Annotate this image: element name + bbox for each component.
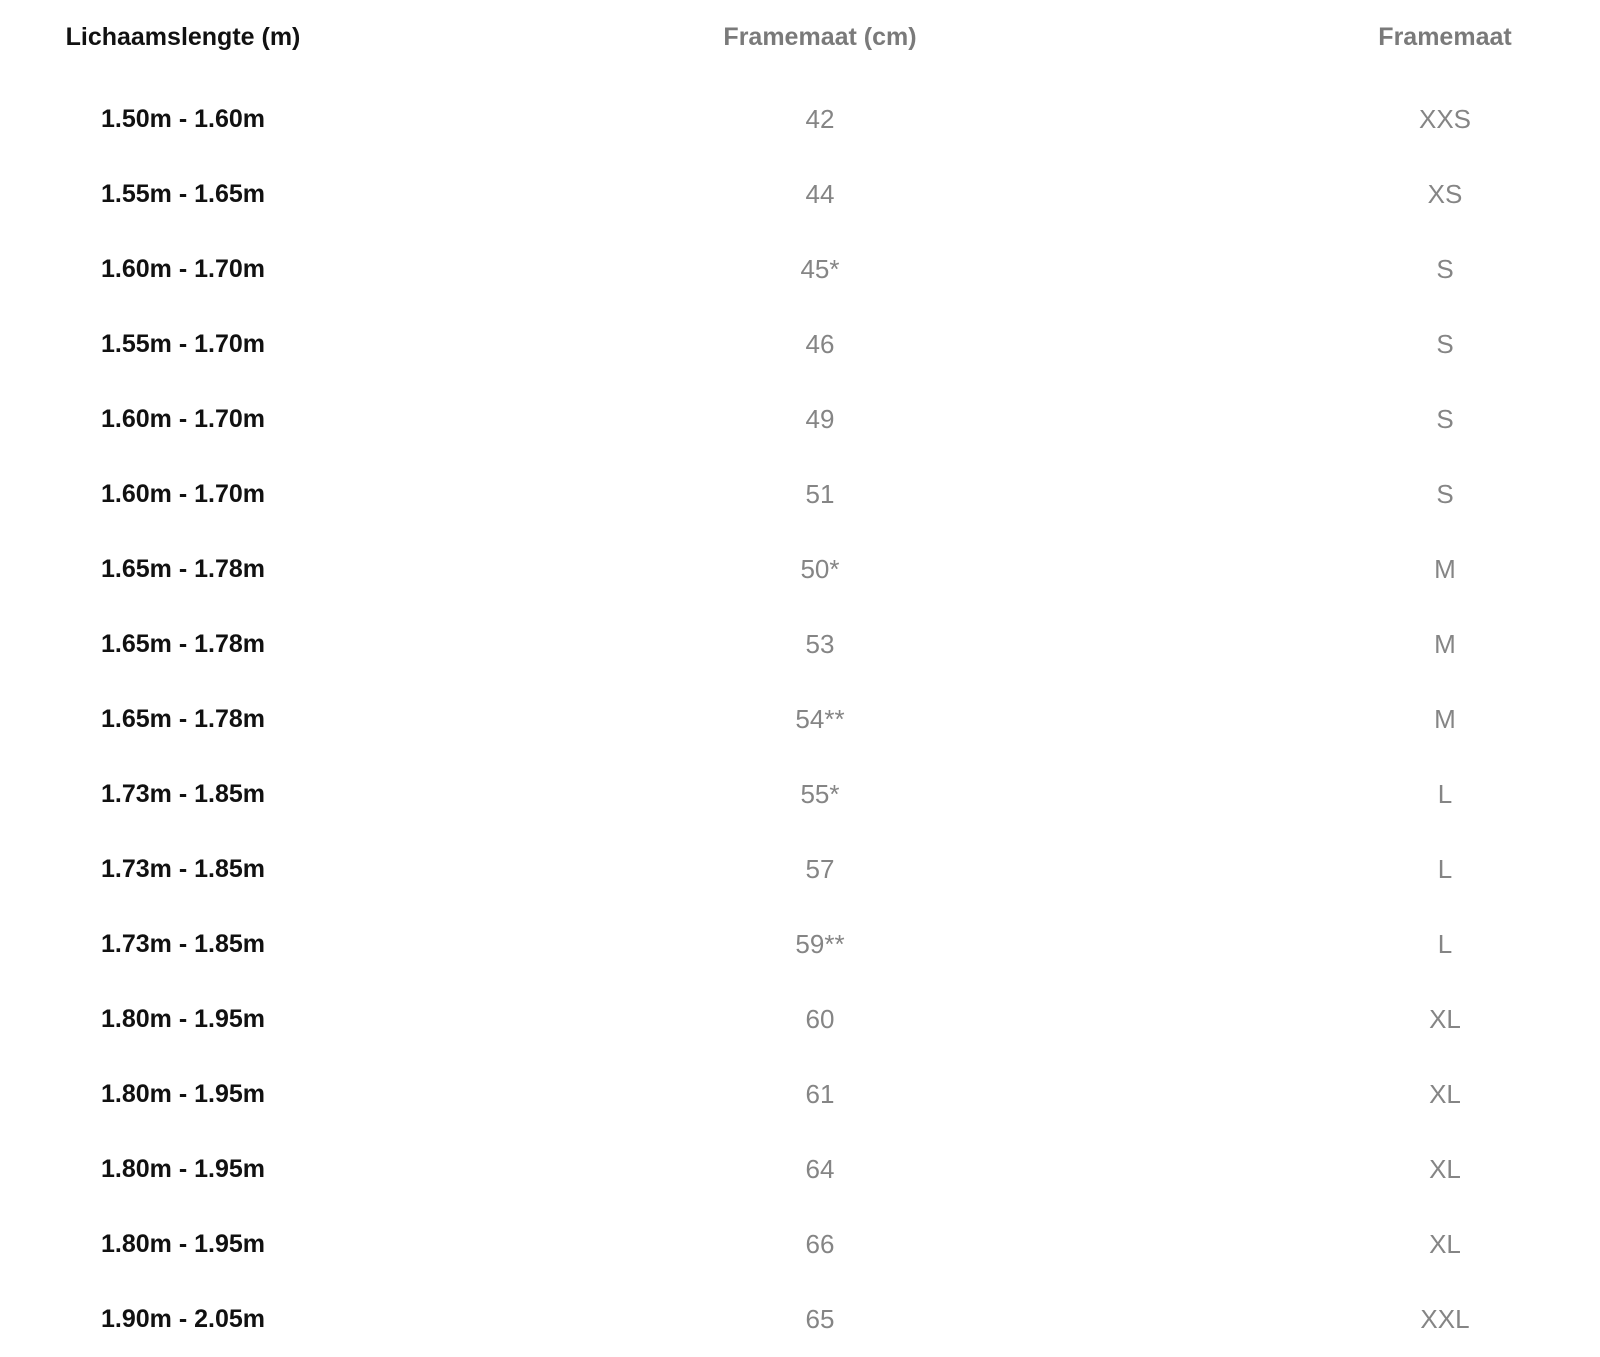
body-height-cell: 1.65m - 1.78m bbox=[101, 705, 265, 733]
frame-size-cell: L bbox=[1437, 779, 1453, 809]
table-row bbox=[0, 1057, 1600, 1132]
frame-size-cell: L bbox=[1437, 854, 1453, 884]
table-row bbox=[0, 1282, 1600, 1357]
table-row bbox=[0, 907, 1600, 982]
frame-size-cm-cell: 59** bbox=[795, 929, 845, 959]
header-body-height: Lichaamslengte (m) bbox=[65, 22, 301, 51]
table-row bbox=[0, 232, 1600, 307]
body-height-cell: 1.60m - 1.70m bbox=[101, 255, 265, 283]
table-row bbox=[0, 1207, 1600, 1282]
frame-size-cell: XL bbox=[1429, 1229, 1461, 1259]
frame-size-cell: XXS bbox=[1418, 104, 1472, 134]
frame-size-cm-cell: 53 bbox=[805, 629, 835, 659]
frame-size-cm-cell: 55* bbox=[800, 779, 840, 809]
frame-size-cm-cell: 65 bbox=[805, 1304, 835, 1334]
body-height-cell: 1.60m - 1.70m bbox=[101, 480, 265, 508]
table-row bbox=[0, 307, 1600, 382]
body-height-cell: 1.65m - 1.78m bbox=[101, 630, 265, 658]
table-row bbox=[0, 607, 1600, 682]
body-height-cell: 1.80m - 1.95m bbox=[101, 1155, 265, 1183]
frame-size-cell: S bbox=[1436, 329, 1454, 359]
body-height-cell: 1.50m - 1.60m bbox=[101, 105, 265, 133]
header-frame-size: Framemaat bbox=[1378, 22, 1512, 51]
frame-size-cell: XL bbox=[1429, 1079, 1461, 1109]
frame-size-cell: XXL bbox=[1420, 1304, 1470, 1334]
body-height-cell: 1.60m - 1.70m bbox=[101, 405, 265, 433]
frame-size-cm-cell: 54** bbox=[795, 704, 845, 734]
frame-size-cm-cell: 64 bbox=[805, 1154, 835, 1184]
header-frame-size-cm: Framemaat (cm) bbox=[723, 22, 917, 51]
frame-size-cm-cell: 45* bbox=[800, 254, 840, 284]
body-height-cell: 1.73m - 1.85m bbox=[101, 930, 265, 958]
body-height-cell: 1.55m - 1.70m bbox=[101, 330, 265, 358]
frame-size-cm-cell: 49 bbox=[805, 404, 835, 434]
frame-size-cell: S bbox=[1436, 479, 1454, 509]
table-row bbox=[0, 457, 1600, 532]
table-row bbox=[0, 532, 1600, 607]
table-row bbox=[0, 832, 1600, 907]
frame-size-cm-cell: 51 bbox=[805, 479, 835, 509]
frame-size-cell: XL bbox=[1429, 1004, 1461, 1034]
frame-size-cell: S bbox=[1436, 254, 1454, 284]
frame-size-cell: S bbox=[1436, 404, 1454, 434]
body-height-cell: 1.65m - 1.78m bbox=[101, 555, 265, 583]
table-row bbox=[0, 982, 1600, 1057]
table-row bbox=[0, 1132, 1600, 1207]
frame-size-cm-cell: 61 bbox=[805, 1079, 835, 1109]
frame-size-cell: M bbox=[1434, 629, 1456, 659]
frame-size-cm-cell: 57 bbox=[805, 854, 835, 884]
table-body bbox=[0, 82, 1600, 1357]
table-row bbox=[0, 382, 1600, 457]
body-height-cell: 1.80m - 1.95m bbox=[101, 1230, 265, 1258]
body-height-cell: 1.73m - 1.85m bbox=[101, 780, 265, 808]
frame-size-cell: XL bbox=[1429, 1154, 1461, 1184]
table-row bbox=[0, 157, 1600, 232]
body-height-cell: 1.73m - 1.85m bbox=[101, 855, 265, 883]
frame-size-cell: L bbox=[1437, 929, 1453, 959]
frame-size-cm-cell: 50* bbox=[800, 554, 840, 584]
body-height-cell: 1.55m - 1.65m bbox=[101, 180, 265, 208]
table-row bbox=[0, 682, 1600, 757]
frame-size-cm-cell: 60 bbox=[805, 1004, 835, 1034]
frame-size-cm-cell: 42 bbox=[805, 104, 835, 134]
frame-size-cell: XS bbox=[1427, 179, 1463, 209]
table-row bbox=[0, 757, 1600, 832]
frame-size-cm-cell: 44 bbox=[805, 179, 835, 209]
frame-size-cell: M bbox=[1434, 554, 1456, 584]
header-row bbox=[0, 0, 1600, 82]
frame-size-cm-cell: 66 bbox=[805, 1229, 835, 1259]
body-height-cell: 1.80m - 1.95m bbox=[101, 1080, 265, 1108]
frame-size-cell: M bbox=[1434, 704, 1456, 734]
table-header bbox=[0, 0, 1600, 82]
body-height-cell: 1.90m - 2.05m bbox=[101, 1305, 265, 1333]
table-row bbox=[0, 82, 1600, 157]
body-height-cell: 1.80m - 1.95m bbox=[101, 1005, 265, 1033]
frame-size-cm-cell: 46 bbox=[805, 329, 835, 359]
